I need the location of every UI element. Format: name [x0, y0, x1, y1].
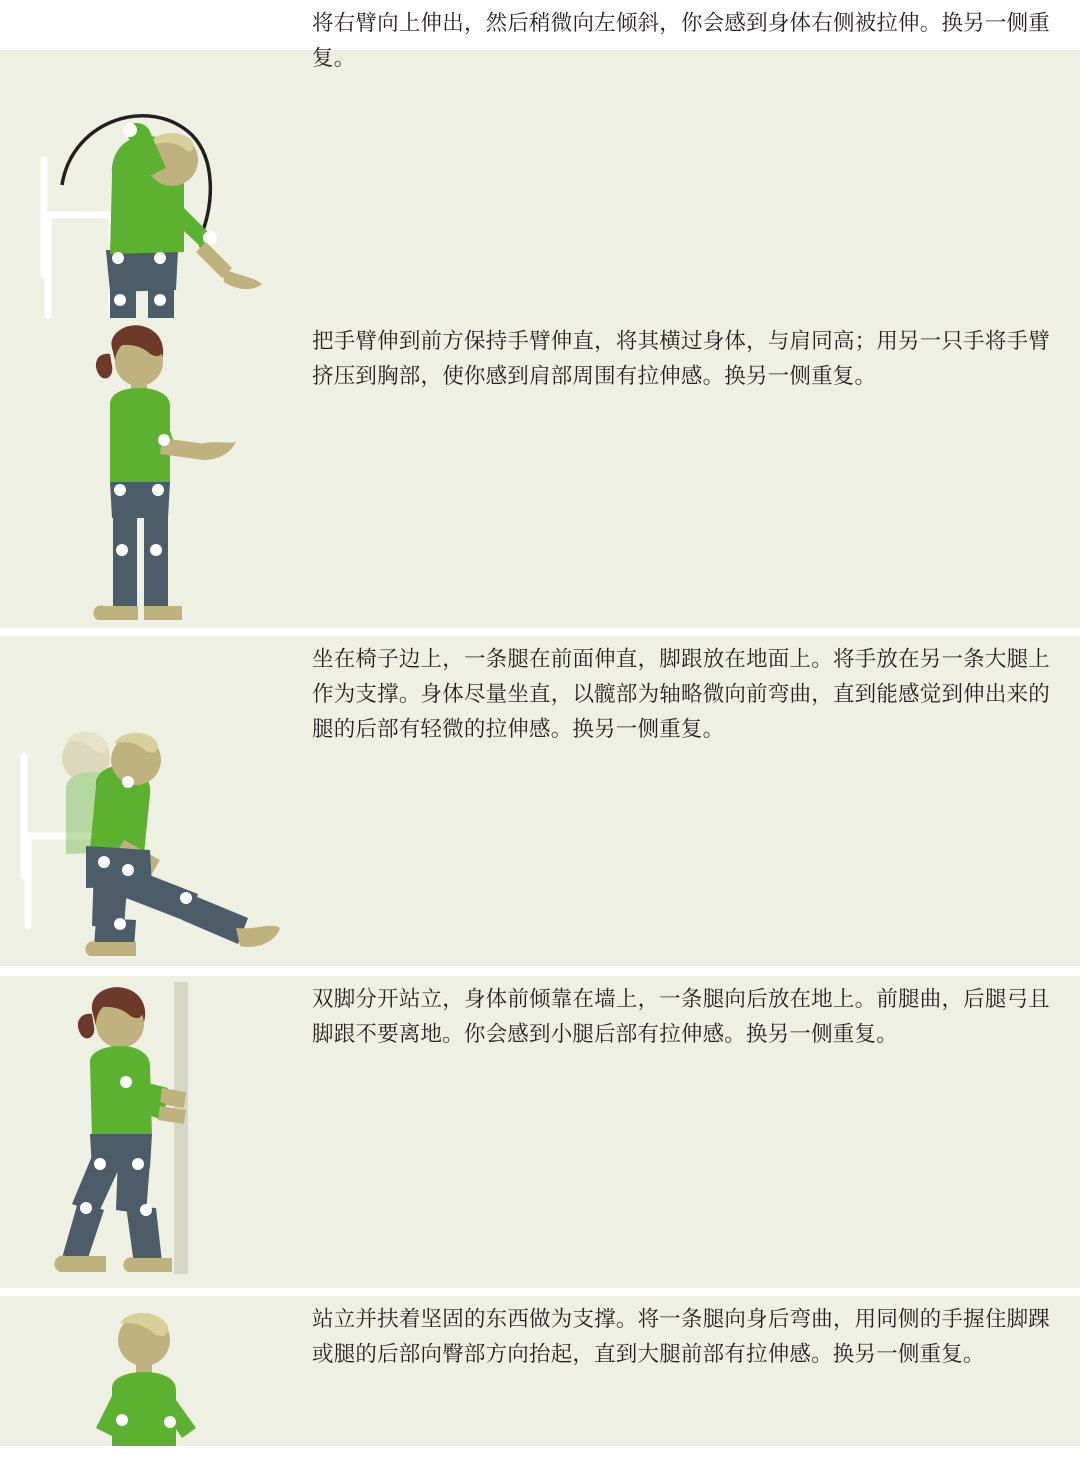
exercise-row — [0, 1296, 1080, 1446]
exercise-text: 坐在椅子边上，一条腿在前面伸直，脚跟放在地面上。将手放在另一条大腿上作为支撑。身体尽量坐直，以髋部为轴略微向前弯曲，直到能感觉到伸出来的腿的后部有轻微的拉伸感。换另一侧重复。 — [312, 647, 1050, 741]
exercise-text: 站立并扶着坚固的东西做为支撑。将一条腿向身后弯曲，用同侧的手握住脚踝或腿的后部向臀部方向抬起，直到大腿前部有拉伸感。换另一侧重复。 — [312, 1307, 1050, 1366]
exercise-row — [0, 636, 1080, 976]
illustration-standing-quad-stretch — [0, 1296, 300, 1446]
illustration-cross-body-shoulder-stretch — [0, 318, 300, 636]
exercise-text: 双脚分开站立，身体前倾靠在墙上，一条腿向后放在地上。前腿曲，后腿弓且脚跟不要离地。你会感到小腿后部有拉伸感。换另一侧重复。 — [312, 987, 1050, 1046]
exercise-text: 把手臂伸到前方保持手臂伸直，将其横过身体，与肩同高；用另一只手将手臂挤压到胸部，使你感到肩部周围有拉伸感。换另一侧重复。 — [312, 329, 1050, 388]
illustration-seated-side-stretch — [0, 0, 300, 360]
illustration-wall-calf-stretch — [0, 976, 300, 1296]
exercise-row — [0, 0, 1080, 318]
exercise-row — [0, 318, 1080, 636]
illustration-seated-hamstring-stretch — [0, 636, 300, 976]
exercise-row — [0, 976, 1080, 1296]
exercise-text: 将右臂向上伸出，然后稍微向左倾斜，你会感到身体右侧被拉伸。换另一侧重复。 — [312, 11, 1050, 70]
